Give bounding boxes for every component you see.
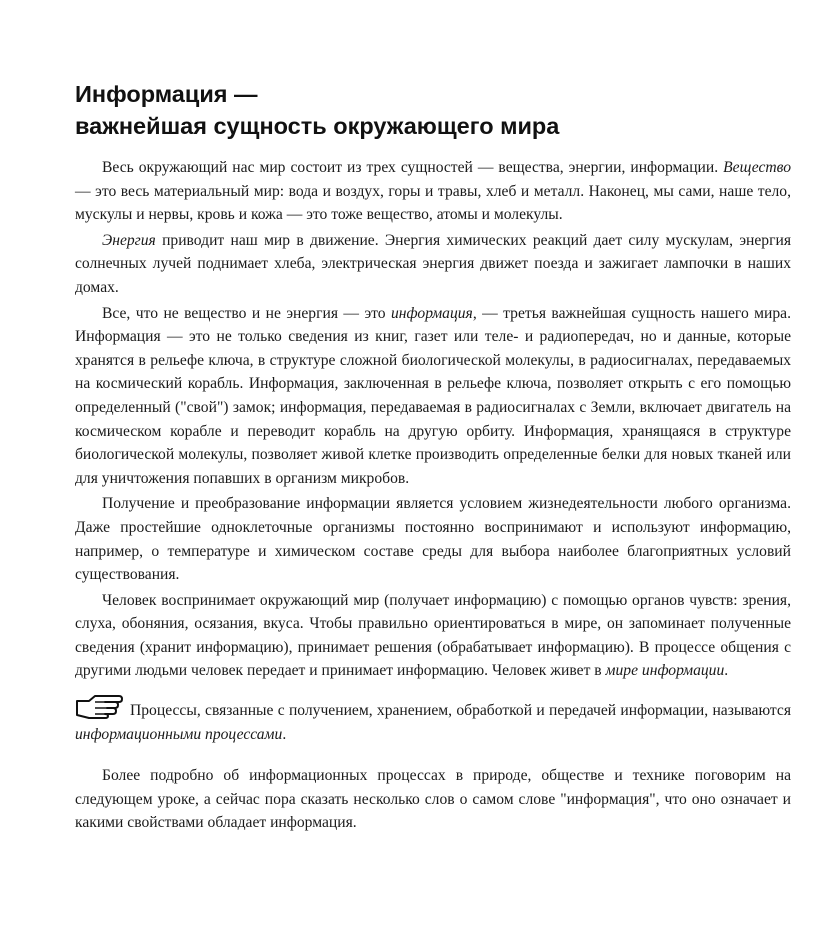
term-energy: Энергия: [102, 231, 156, 249]
text: приводит наш мир в движение. Энергия химических реакций дает силу мускулам, энергия солнечных лучей поднимает хлеба, электрическая энергия движет поезда и зажигает лампочки в наших домах.: [75, 231, 791, 296]
definition-note: [75, 699, 791, 746]
page-title: [75, 78, 791, 142]
text: Человек воспринимает окружающий мир (получает информацию) с помощью органов чувств: зрения, слуха, обоняния, осязания, вкуса. Чтобы правильно ориентироваться в мире, он запоминает полученные сведения (хранит информацию), принимает решения (обрабатывает информацию). В процессе общения с другими людьми человек передает и принимает информацию. Человек живет в: [75, 591, 791, 680]
paragraph-organisms: Получение и преобразование информации является условием жизнедеятельности любого организма. Даже простейшие одноклеточные организмы постоянно воспринимают и используют информацию, например, о температуре и химическом составе среды для выбора наиболее благоприятных условий существования.: [75, 495, 791, 584]
term-substance: Вещество: [723, 159, 791, 176]
text: Процессы, связанные с получением, хранением, обработкой и передачей информации, называются: [130, 702, 791, 720]
text: .: [724, 662, 729, 680]
text: Все, что не вещество и не энергия — это: [102, 304, 391, 322]
title-line-2: важнейшая сущность окружающего мира: [75, 113, 560, 139]
text: — это весь материальный мир: вода и воздух, горы и травы, хлеб и металл. Наконец, мы сами, наше тело, мускулы и нервы, кровь и кожа — это тоже вещество, атомы и молекулы.: [75, 182, 791, 224]
paragraph-substance: [75, 156, 791, 227]
term-information: информация: [391, 304, 473, 322]
paragraph-human: [75, 589, 791, 683]
paragraph-next-lesson: Более подробно об информационных процессах в природе, обществе и технике поговорим на следующем уроке, а сейчас пора сказать несколько слов о самом слове "информация", что оно означает и какими свойствами обладает информация.: [75, 767, 791, 832]
term-world-of-information: мире информации: [605, 662, 725, 680]
pointing-hand-icon: [75, 693, 123, 719]
definition-text: [75, 699, 791, 746]
paragraph-information: [75, 302, 791, 491]
text: .: [282, 725, 287, 743]
title-line-1: Информация —: [75, 81, 258, 107]
text: , — третья важнейшая сущность нашего мира. Информация — это не только сведения из книг, газет или теле- и радиопередач, но и данные, которые хранятся в рельефе ключа, в структуре сложной биологической молекулы, в радиосигналах, передаваемых на космический корабль. Информация, заключенная в рельефе ключа, позволяет открыть с его помощью определенный ("свой") замок; информация, передаваемая в радиосигналах с Земли, включает двигатель на космическом корабле и переводит корабль на другую орбиту. Информация, хранящаяся в структуре биологической молекулы, позволяет живой клетке производить определенные белки для новых тканей или для уничтожения попавших в организм микробов.: [75, 304, 791, 487]
paragraph-energy: [75, 229, 791, 300]
term-information-processes: информационными процессами: [75, 725, 283, 743]
text: Весь окружающий нас мир состоит из трех сущностей — вещества, энергии, информации.: [102, 159, 724, 176]
page: [75, 78, 791, 837]
